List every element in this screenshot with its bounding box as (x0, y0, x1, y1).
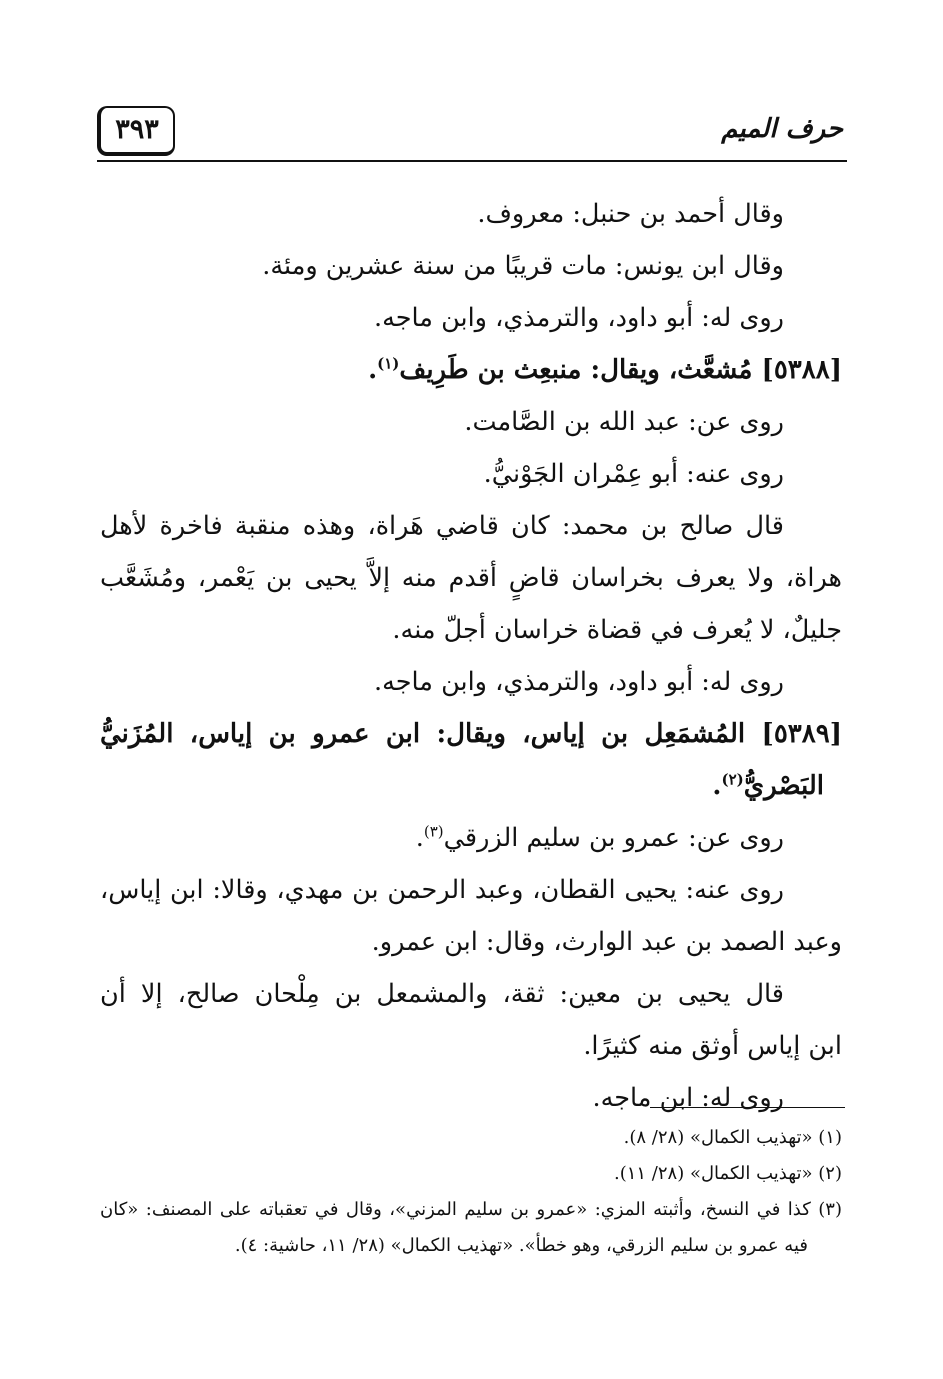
line-text: ابن إياس أوثق منه كثيرًا. (583, 1031, 842, 1061)
footnotes (100, 1120, 842, 1264)
text-line (100, 604, 842, 656)
text-line (100, 1072, 842, 1124)
line-text: وقال ابن يونس: مات قريبًا من سنة عشرين ومئة. (262, 251, 784, 281)
footnote-marker: (٣) (423, 822, 444, 841)
line-text: [٥٣٨٨] مُشعَّث، ويقال: منبعِث بن طَرِيف (399, 355, 842, 385)
footnote-line: (١) «تهذيب الكمال» (٢٨/ ٨). (623, 1127, 842, 1148)
main-text (100, 188, 842, 1124)
text-line (100, 292, 842, 344)
footnote-line: فيه عمرو بن سليم الزرقي، وهو خطأ». «تهذيب الكمال» (٢٨/ ١١، حاشية: ٤). (234, 1235, 808, 1256)
line-text: قال صالح بن محمد: كان قاضي هَراة، وهذه منقبة فاخرة لأهل (100, 511, 784, 541)
line-end-punctuation: . (368, 355, 378, 385)
line-text: [٥٣٨٩] المُشمَعِل بن إياس، ويقال: ابن عمرو بن إياس، المُزَنيُّ (100, 719, 842, 749)
line-text: روى له: أبو داود، والترمذي، وابن ماجه. (374, 667, 784, 697)
line-text: جليلٌ، لا يُعرف في قضاة خراسان أجلّ منه. (392, 615, 842, 645)
text-line (100, 500, 842, 552)
line-text: روى له: ابن ماجه. (592, 1083, 784, 1113)
text-line (100, 864, 842, 916)
chapter-title: حرف الميم (721, 114, 843, 144)
text-line (100, 448, 842, 500)
line-text: روى عن: عمرو بن سليم الزرقي (443, 823, 784, 853)
line-text: روى عنه: يحيى القطان، وعبد الرحمن بن مهدي، وقالا: ابن إياس، (100, 875, 784, 905)
text-line (100, 968, 842, 1020)
text-line (100, 396, 842, 448)
line-text: وعبد الصمد بن عبد الوارث، وقال: ابن عمرو. (371, 927, 842, 957)
page-number-box: ٣٩٣ (97, 106, 175, 156)
text-line (100, 812, 842, 864)
text-line (100, 656, 842, 708)
line-text: روى عن: عبد الله بن الصَّامت. (464, 407, 784, 437)
footnote-line: (٣) كذا في النسخ، وأثبته المزي: «عمرو بن سليم المزني»، وقال في تعقباته على المصنف: «كان (100, 1199, 842, 1220)
line-text: وقال أحمد بن حنبل: معروف. (477, 199, 784, 229)
line-text: البَصْريُّ (743, 771, 824, 801)
page-header (97, 100, 847, 162)
line-text: روى عنه: أبو عِمْران الجَوْنيُّ. (483, 459, 784, 489)
footnote-separator (650, 1107, 845, 1108)
text-line (100, 1020, 842, 1072)
line-end-punctuation: . (415, 823, 424, 853)
text-line (100, 188, 842, 240)
text-line (100, 240, 842, 292)
footnote-marker: (٢) (721, 770, 744, 789)
line-text: قال يحيى بن معين: ثقة، والمشمعل بن مِلْحان صالح، إلا أن (100, 979, 784, 1009)
text-line (100, 916, 842, 968)
entry-heading-line (100, 708, 842, 760)
footnote-line: (٢) «تهذيب الكمال» (٢٨/ ١١). (613, 1163, 842, 1184)
entry-heading-line (100, 760, 842, 812)
footnote-marker: (١) (377, 354, 400, 373)
text-line (100, 552, 842, 604)
line-text: روى له: أبو داود، والترمذي، وابن ماجه. (374, 303, 784, 333)
entry-heading-line (100, 344, 842, 396)
line-text: هراة، ولا يعرف بخراسان قاضٍ أقدم منه إلاَّ يحيى بن يَعْمر، ومُشَعَّب (100, 563, 842, 593)
line-end-punctuation: . (712, 771, 722, 801)
